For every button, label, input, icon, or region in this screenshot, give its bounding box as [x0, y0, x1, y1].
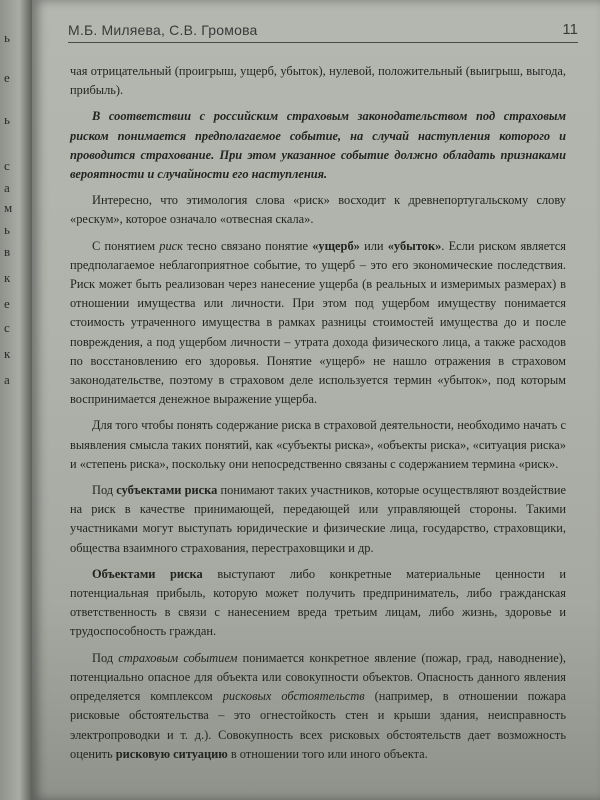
text-run: Под — [92, 650, 119, 665]
text-run: С понятием — [92, 238, 160, 253]
bold-term-damage: «ущерб» — [312, 238, 360, 253]
text-run: (например, в отношении пожара рисковые обстоятельства – это огнестойкость стен и крыши здания, неисправность электропроводки и т. д.). Совокупность всех рисковых обстоятельств дает возможность оценить — [70, 689, 566, 761]
paragraph-damage — [70, 237, 566, 410]
text-run: тесно связано понятие — [182, 238, 313, 253]
italic-term-insured-event: страховым событием — [118, 650, 238, 665]
left-page-fragment: а — [4, 372, 10, 387]
italic-term-risk: риск — [159, 238, 183, 253]
paragraph-subjects — [70, 481, 566, 558]
left-page-fragment: с — [4, 158, 10, 173]
header-authors: М.Б. Миляева, С.В. Громова — [68, 22, 258, 38]
paragraph-definition: В соответствии с российским страховым законодательством под страховым риском понимается предполагаемое событие, на случай наступления которого и проводится страхование. При этом указанное событие должно обладать признаками вероятности и случайности его наступления. — [70, 109, 566, 182]
left-page-edge — [0, 0, 32, 800]
paragraph-etymology: Интересно, что этимология слова «риск» восходит к древнепортугальскому слову «рескум», которое означало «отвесная скала». — [70, 193, 566, 227]
left-page-fragment: е — [4, 296, 10, 311]
left-page-fragment: е — [4, 70, 10, 85]
paragraph-objects — [70, 565, 566, 642]
left-page-fragment: а — [4, 180, 10, 195]
book-page — [32, 0, 600, 800]
bold-term-loss: «убыток» — [387, 238, 442, 253]
text-run: в отношении того или иного объекта. — [227, 746, 428, 761]
text-run: понимается конкретное явление (пожар, град, наводнение), потенциально опасное для объекта или совокупности объектов. Опасность данного явления определяется комплексом — [70, 650, 566, 704]
left-page-fragment: ь — [4, 112, 10, 127]
paragraph-insured-event — [70, 649, 566, 764]
text-run: Под — [92, 483, 117, 498]
italic-term-risk-circumstances: рисковых обстоятельств — [222, 689, 365, 704]
running-header — [68, 20, 578, 43]
bold-term-subjects: субъектами риска — [116, 483, 218, 498]
left-page-fragment: к — [4, 346, 11, 361]
text-run: или — [359, 238, 388, 253]
bold-term-objects: Объектами риска — [92, 566, 203, 581]
paragraph-1: чая отрицательный (проигрыш, ущерб, убыток), нулевой, положительный (выигрыш, выгода, прибыль). — [70, 64, 566, 98]
left-page-fragment: в — [4, 244, 11, 259]
page-number: 11 — [562, 21, 578, 38]
text-run: . Если риском является предполагаемое неблагоприятное событие, то ущерб – это его экономические последствия. Риск может быть реализован через нанесение ущерба (в реальных и измеримых размерах) в отношении имущества или личности. При этом под ущербом имуществу понимается стоимость утраченного имущества в рамках разницы стоимостей имущества до и после повреждения, а под ущербом личности – утрата дохода физического лица, а также расходов по восстановлению его здоровья. Понятие «ущерб» не нашло отражения в страховом законодательстве, поэтому в страховом деле используется термин «убыток», под которым воспринимается денежное выражение ущерба. — [70, 238, 566, 407]
page-body — [70, 62, 566, 764]
left-page-fragment: ь — [4, 30, 10, 45]
left-page-fragment: ь — [4, 222, 10, 237]
text-run: понимают таких участников, которые осуществляют воздействие на риск в качестве принимающей, передающей или управляющей стороны. Такими участниками могут выступать юридические и физические лица, государство, страховщики, общества взаимного страхования, перестраховщики и др. — [70, 483, 566, 555]
text-run: выступают либо конкретные материальные ценности и потенциальная прибыль, которую может получить предприниматель, либо гражданская ответственность в связи с нанесением вреда третьим лицам, либо жизнь, здоровье и трудоспособность граждан. — [70, 566, 566, 639]
left-page-fragment: к — [4, 270, 11, 285]
left-page-fragment: м — [4, 200, 13, 215]
paragraph-concepts: Для того чтобы понять содержание риска в страховой деятельности, необходимо начать с выявления смысла таких понятий, как «субъекты риска», «объекты риска», «ситуация риска» и «степень риска», поскольку они непосредственно связаны с содержанием термина «риск». — [70, 418, 566, 471]
left-page-fragment: с — [4, 320, 10, 335]
bold-term-risk-situation: рисковую ситуацию — [115, 746, 228, 761]
